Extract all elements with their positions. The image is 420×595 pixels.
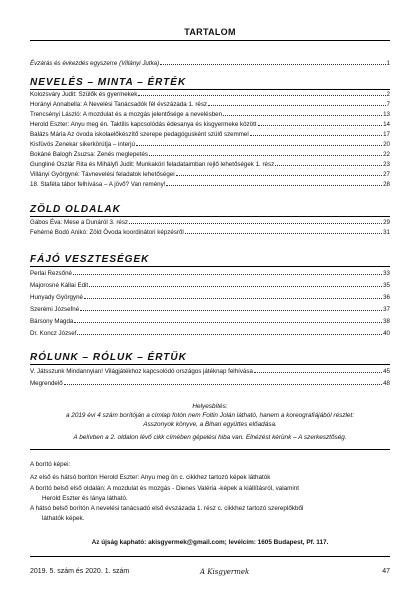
- cover-notes-heading: A borító képei:: [30, 461, 71, 468]
- toc-entry[interactable]: V. Játsszunk Mindannyian! Világjátékhoz kapcsolódó országos játéknap felhívása 45: [30, 368, 390, 375]
- cover-note: Az első és hátsó borítón Herold Eszter: Anyu meg ön c. cikkhez tartozó képek láthatók: [30, 474, 271, 481]
- toc-entry[interactable]: Balázs Mária Az óvoda iskolaelőkészítő szerepe pedagógusként szülő szemmel 17: [30, 131, 390, 138]
- toc-entry[interactable]: Horányi Annabella: A Nevelési Tanácsadók fél évszázada 1. rész 7: [30, 101, 390, 108]
- toc-entry[interactable]: Villányi Györgyné: Távnevelési feladatok lehetőségei 27: [30, 171, 390, 178]
- toc-entry[interactable]: Trencsényi László: A mozdulat és a mozgás jelentősége a nevelésben 13: [30, 111, 390, 118]
- toc-entry[interactable]: Bokáné Balogh Zsuzsa: Zenés meglepetés 22: [30, 151, 390, 158]
- divider: [30, 449, 390, 450]
- cover-note: Herold Eszter és lánya látható.: [42, 495, 128, 502]
- toc-entry[interactable]: Dr. Koncz József 40: [30, 330, 390, 337]
- page-number: 47: [382, 568, 390, 575]
- magazine-name: A Kisgyermek: [200, 568, 250, 576]
- toc-entry[interactable]: Bársony Magda 38: [30, 318, 390, 325]
- correction-heading: Helyesbítés:: [192, 403, 228, 410]
- toc-entry[interactable]: Fehérné Bodó Anikó: Zöld Óvoda koordinátori képzésről 31: [30, 229, 390, 236]
- header-rule: [30, 40, 390, 41]
- toc-page: [30, 0, 390, 595]
- toc-entry[interactable]: Hunyady Györgyné 36: [30, 294, 390, 301]
- correction-line: a 2019 évi 4 szám borítóján a címlap fotón nem Foltin Jolán látható, hanem a koreografiájából részlet:: [65, 412, 355, 419]
- toc-entry[interactable]: Kisfüvös Zenekar sikerkörútja – interjú 20: [30, 141, 390, 148]
- issue-label: 2019. 5. szám és 2020. 1. szám: [30, 568, 130, 575]
- correction-line: Asszonyok könyve, a Bihari együttes előadása.: [143, 421, 277, 428]
- correction-line: A belívben a 2. oldalon lévő cikk címében gépelési hiba van. Elnézést kérünk – A szerkesztőség.: [73, 434, 347, 441]
- toc-entry-intro[interactable]: Évzárás és évkezdés egyszerre (Villányi Jutka) 1: [30, 60, 390, 67]
- cover-note: A borító belső első oldalán: A mozdulat és mozgás - Dienes Valéria -képek a kiállításról, valamint: [30, 485, 300, 492]
- toc-entry[interactable]: Perlai Rezsőné 33: [30, 270, 390, 277]
- toc-entry[interactable]: Gábos Éva: Mese a Dunáról 3. rész 29: [30, 219, 390, 226]
- toc-entry[interactable]: Majorosné Kállai Edit 35: [30, 282, 390, 289]
- cover-note: láthatók képek.: [42, 515, 85, 522]
- toc-entry[interactable]: Kolozsváry Judit: Szülők és gyermekek 2: [30, 91, 390, 98]
- toc-entry[interactable]: 18. Staféta tábor felhívása – A jövő? Van remény! 28: [30, 181, 390, 188]
- contact-info: Az újság kapható: akisgyermek@gmail.com; levélcím: 1605 Budapest, Pf. 117.: [91, 539, 329, 546]
- section-heading-zold: ZÖLD OLDALAK: [30, 204, 121, 215]
- section-rule: [30, 266, 390, 267]
- footer-rule: [30, 556, 390, 557]
- toc-entry[interactable]: Herold Eszter: Anyu meg én. Taktilis kapcsolódás édesanya és kisgyermeke között 14: [30, 121, 390, 128]
- section-heading-fajo: FÁJÓ VESZTESÉGEK: [30, 254, 150, 265]
- toc-entry[interactable]: Megrendelő 48: [30, 380, 390, 387]
- toc-entry[interactable]: Gungliné Oszlár Rita és Mihályfi Judit: Munkaköri feladataimban rejlő lehetőségek 1. rész 23: [30, 161, 390, 168]
- section-heading-rolunk: RÓLUNK – RÓLUK – ÉRTÜK: [30, 352, 187, 363]
- section-heading-neveles: NEVELÉS – MINTA – ÉRTÉK: [30, 77, 187, 88]
- section-rule: [30, 364, 390, 365]
- cover-note: A hátsó belső borítón A nevelési tanácsadó első évszázada 1. rész c. cikkhez tartozó szereplőkből: [30, 505, 304, 512]
- page-title: TARTALOM: [184, 27, 236, 37]
- toc-entry[interactable]: Szerémi Józsefné 37: [30, 306, 390, 313]
